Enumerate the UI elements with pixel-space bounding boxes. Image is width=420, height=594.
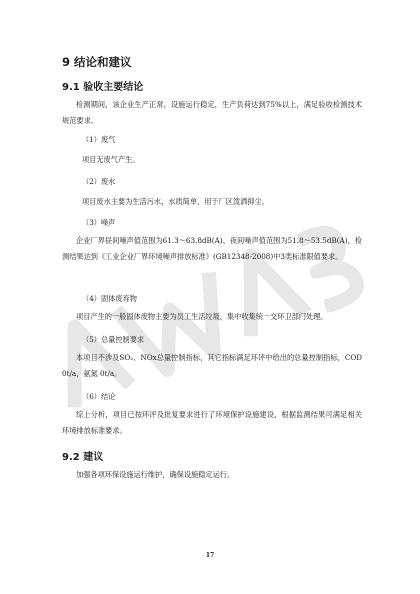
noise-label: （3）噪声	[82, 218, 116, 227]
water-text: 项目废水主要为生活污水，水质简单，用于厂区泼洒抑尘。	[82, 197, 269, 206]
solid-label: （4）固体废弃物	[82, 294, 137, 303]
conclusion-intro: 检测期间，该企业生产正常，设施运行稳定，生产负荷达到75%以上，满足验收检测技术规范要求。	[62, 100, 362, 125]
suggestion-text: 加强各项环保设施运行维护，确保设施稳定运行。	[76, 470, 235, 479]
total-label: （5）总量控制要求	[82, 335, 145, 344]
gas-label: （1）废气	[82, 135, 116, 144]
conclusion-heading: 9.1 验收主要结论	[62, 82, 144, 93]
noise-text: 企业厂界昼间噪声值范围为61.3～63.8dB(A)、夜间噪声值范围为51.8～53.5dB(A)，检测结果达到《工业企业厂界环境噪声排放标准》(GB12348-2008)中3类标准限值要求。	[62, 236, 362, 261]
total-text: 本项目不涉及SO₂、NOx总量控制指标，其它指标满足环评中给出的总量控制指标，COD 0t/a，氨氮 0t/a。	[62, 353, 362, 378]
gas-text: 项目无废气产生。	[82, 155, 140, 164]
solid-text: 项目产生的一般固体废物主要为员工生活垃圾，集中收集统一交环卫部门处理。	[76, 312, 328, 321]
page-number: 17	[205, 552, 215, 559]
suggestion-heading: 9.2 建议	[62, 452, 104, 463]
summary-label: （6）结论	[82, 392, 116, 401]
water-label: （2）废水	[82, 177, 116, 186]
summary-text: 综上分析，项目已按环评及批复要求进行了环境保护设施建设，根据监测结果可满足相关环境排放标准要求。	[62, 410, 362, 435]
chapter-title: 9 结论和建议	[62, 55, 132, 69]
